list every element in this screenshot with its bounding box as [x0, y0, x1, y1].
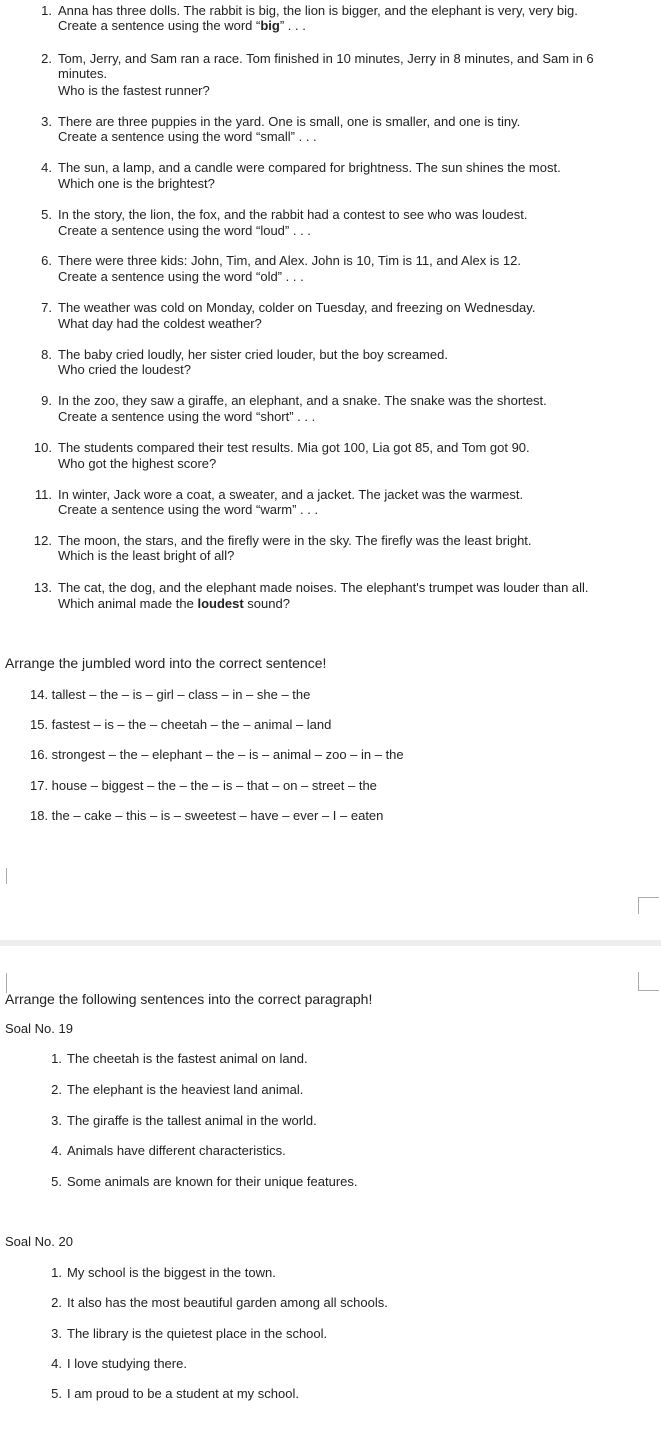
jumbled-item-16: 16. strongest – the – elephant – the – is – animal – zoo – in – the: [30, 747, 404, 762]
question-number: 9.: [41, 393, 52, 408]
question-number: 4.: [41, 160, 52, 175]
question-text: The moon, the stars, and the firefly were in the sky. The firefly was the least bright.: [58, 533, 532, 548]
question-prompt: Create a sentence using the word “big” . . .: [58, 18, 306, 33]
paragraph-section-heading: Arrange the following sentences into the correct paragraph!: [5, 991, 373, 1007]
jumbled-item-14: 14. tallest – the – is – girl – class – in – she – the: [30, 687, 311, 702]
question-number: 12.: [33, 533, 52, 548]
soal-19-label: Soal No. 19: [5, 1021, 73, 1036]
question-prompt: Create a sentence using the word “warm” . . .: [58, 502, 319, 517]
question-text: The sun, a lamp, and a candle were compared for brightness. The sun shines the most.: [58, 160, 561, 175]
question-text: The baby cried loudly, her sister cried louder, but the boy screamed.: [58, 347, 448, 362]
question-text: The cat, the dog, and the elephant made noises. The elephant's trumpet was louder than all.: [58, 580, 589, 595]
soal-20-label: Soal No. 20: [5, 1234, 73, 1249]
jumbled-item-15: 15. fastest – is – the – cheetah – the – animal – land: [30, 717, 332, 732]
question-number: 5.: [41, 207, 52, 222]
question-number: 6.: [41, 253, 52, 268]
question-number: 3.: [41, 114, 52, 129]
jumbled-item-17: 17. house – biggest – the – the – is – that – on – street – the: [30, 778, 377, 793]
question-prompt: Create a sentence using the word “small” . . .: [58, 129, 317, 144]
question-text: In winter, Jack wore a coat, a sweater, and a jacket. The jacket was the warmest.: [58, 487, 524, 502]
jumbled-section-heading: Arrange the jumbled word into the correct sentence!: [5, 655, 327, 671]
question-text-cont: minutes.: [58, 66, 108, 81]
question-number: 2.: [41, 51, 52, 66]
page-corner-marker: [638, 897, 659, 914]
question-prompt: Create a sentence using the word “old” . . .: [58, 269, 304, 284]
question-prompt: Who cried the loudest?: [58, 362, 191, 377]
question-number: 8.: [41, 347, 52, 362]
question-text: Tom, Jerry, and Sam ran a race. Tom finished in 10 minutes, Jerry in 8 minutes, and Sam in 6: [58, 51, 594, 66]
question-prompt: Which one is the brightest?: [58, 176, 215, 191]
question-number: 10.: [33, 440, 52, 455]
question-prompt: Who got the highest score?: [58, 456, 217, 471]
question-prompt: Which is the least bright of all?: [58, 548, 235, 563]
question-number: 1.: [41, 3, 52, 18]
question-text: Anna has three dolls. The rabbit is big, the lion is bigger, and the elephant is very, very big.: [58, 3, 578, 18]
question-prompt: Create a sentence using the word “short” . . .: [58, 409, 316, 424]
jumbled-item-18: 18. the – cake – this – is – sweetest – have – ever – I – eaten: [30, 808, 384, 823]
question-number: 7.: [41, 300, 52, 315]
question-prompt: Who is the fastest runner?: [58, 83, 210, 98]
question-prompt: Create a sentence using the word “loud” . . .: [58, 223, 311, 238]
question-number: 11.: [34, 487, 52, 502]
question-text: There were three kids: John, Tim, and Alex. John is 10, Tim is 11, and Alex is 12.: [58, 253, 521, 268]
worksheet-page: 1. Anna has three dolls. The rabbit is big, the lion is bigger, and the elephant is very, very big. Create a sentence using the word “big” . . . 2. Tom, Jerry, and Sam ran a race. Tom finished in 10 minutes, Jerry in 8 minutes, and Sam in 6 minutes. Who is the fastest runner? 3. There are three puppies in the yard. One is small, one is smaller, and one is tiny. Create a sentence using the word “small” . . . 4. The sun, a lamp, and a candle were compared for brightness. The sun shines the most. Which one is the brightest? 5. In the story, the lion, the fox, and the rabbit had a contest to see who was loudest. Create a sentence using the word “loud” . . . 6. There were three kids: John, Tim, and Alex. John is 10, Tim is 11, and Alex is 12. Create a sentence using the word “old” . . . 7. The weather was cold on Monday, colder on Tuesday, and freezing on Wednesday. What day had the coldest weather? 8. The baby cried loudly, her sister cried louder, but the boy screamed. Who cried the loudest? 9. In the zoo, they saw a giraffe, an elephant, and a snake. The snake was the shortest. Create a sentence using the word “short” . . . 10. The students compared their test results. Mia got 100, Lia got 85, and Tom got 90. Who got the highest score? 11. In winter, Jack wore a coat, a sweater, and a jacket. The jacket was the warmest. Create a sentence using the word “warm” . . . 12. The moon, the stars, and the firefly were in the sky. The firefly was the least bright. Which is the least bright of all? 13. The cat, the dog, and the elephant made noises. The elephant's trumpet was louder than all. Which animal made the loudest sound? Arrange the jumbled word into the correct sentence! 14. tallest – the – is – girl – class – in – she – the 15. fastest – is – the – cheetah – the – animal – land 16. strongest – the – elephant – the – is – animal – zoo – in – the 17. house – biggest – the – the – is – that – on – street – the 18. the – cake – this – is – sweetest – have – ever – I – eaten Arrange the following sentences into the correct paragraph! Soal No. 19 1. The cheetah is the fastest animal on land. 2. The elephant is the heaviest land animal. 3. The giraffe is the tallest animal in the world. 4. Animals have different characteristics. 5. Some animals are known for their unique features. Soal No. 20 1. My school is the biggest in the town. 2. It also has the most beautiful garden among all schools. 3. The library is the quietest place in the school. 4. I love studying there. 5. I am proud to be a student at my school.: [0, 0, 661, 1429]
page-corner-marker: [0, 868, 7, 884]
question-text: There are three puppies in the yard. One is small, one is smaller, and one is tiny.: [58, 114, 521, 129]
question-text: In the zoo, they saw a giraffe, an elephant, and a snake. The snake was the shortest.: [58, 393, 547, 408]
page-corner-marker: [638, 972, 659, 991]
question-text: The weather was cold on Monday, colder on Tuesday, and freezing on Wednesday.: [58, 300, 536, 315]
page-break-divider: [0, 940, 661, 946]
question-number: 13.: [33, 580, 52, 595]
page-corner-marker: [0, 973, 7, 993]
question-text: The students compared their test results. Mia got 100, Lia got 85, and Tom got 90.: [58, 440, 530, 455]
question-text: In the story, the lion, the fox, and the rabbit had a contest to see who was loudest.: [58, 207, 528, 222]
question-prompt: Which animal made the loudest sound?: [58, 596, 290, 611]
question-prompt: What day had the coldest weather?: [58, 316, 262, 331]
